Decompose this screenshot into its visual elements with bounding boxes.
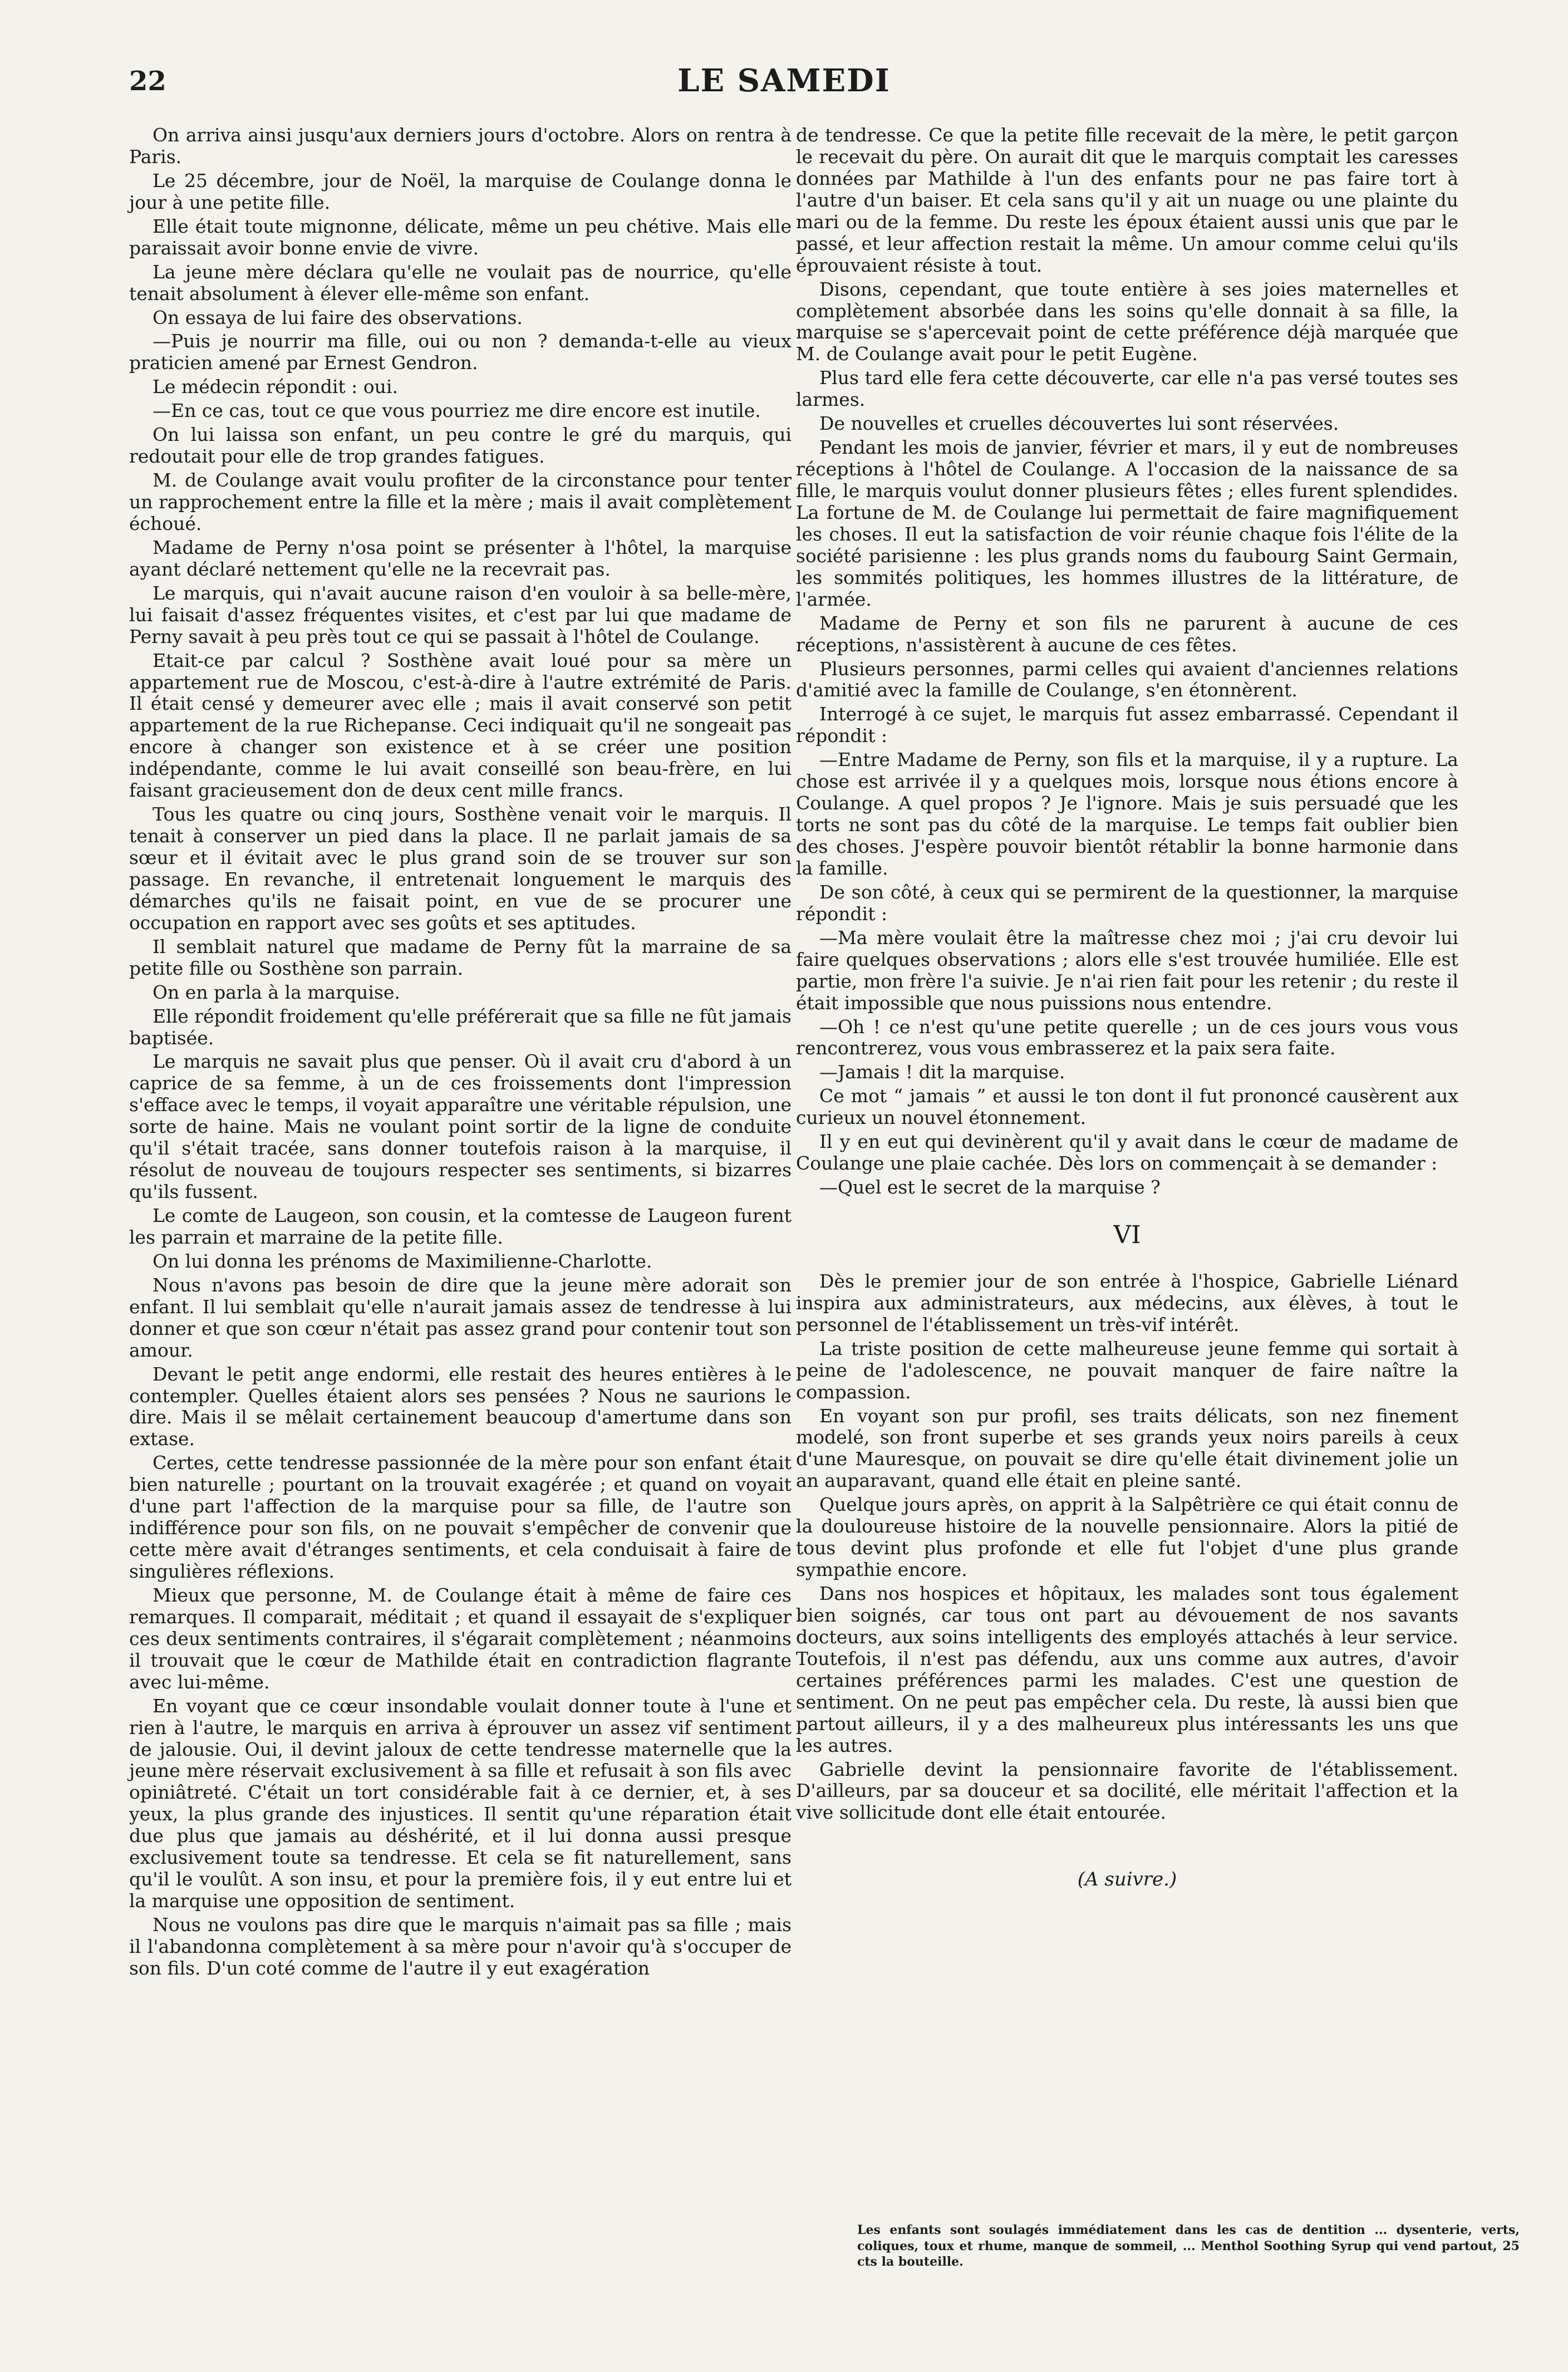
- paragraph: Dans nos hospices et hôpitaux, les malades sont tous également bien soignés, car tous ont part au dévouement de nos savants docteurs, aux soins intelligents des employés attachés à leur service. Toutefois, il n'est pas défendu, aux uns comme aux autres, d'avoir certaines préférences parmi les malades. C'est une question de sentiment. On ne peut pas empêcher cela. Du reste, là aussi bien que partout ailleurs, il y a des malheureux plus intéressants les uns que les autres.: [796, 1583, 1458, 1756]
- paragraph: La jeune mère déclara qu'elle ne voulait pas de nourrice, qu'elle tenait absolument à élever elle-même son enfant.: [129, 261, 792, 305]
- paragraph: Elle répondit froidement qu'elle préférerait que sa fille ne fût jamais baptisée.: [129, 1005, 792, 1049]
- paragraph: Le 25 décembre, jour de Noël, la marquise de Coulange donna le jour à une petite fille.: [129, 169, 792, 213]
- paragraph: On arriva ainsi jusqu'aux derniers jours d'octobre. Alors on rentra à Paris.: [129, 124, 792, 168]
- paragraph: En voyant que ce cœur insondable voulait donner toute à l'une et rien à l'autre, le marquis en arriva à éprouver un assez vif sentiment de jalousie. Oui, il devint jaloux de cette tendresse maternelle que la jeune mère réservait exclusivement à sa fille et refusait à son fils avec opiniâtreté. C'était un tort considérable fait à ce dernier, et, à ses yeux, la plus grande des injustices. Il sentit qu'une réparation était due plus que jamais au déshérité, et il lui donna aussi presque exclusivement toute sa tendresse. Et cela se fit naturellement, sans qu'il le voulût. A son insu, et pour la première fois, il y eut entre lui et la marquise une opposition de sentiment.: [129, 1695, 792, 1912]
- left-column: [129, 125, 792, 1982]
- paragraph: Ce mot “ jamais ” et aussi le ton dont il fut prononcé causèrent aux curieux un nouvel étonnement.: [796, 1085, 1458, 1129]
- paragraph: On en parla à la marquise.: [153, 981, 400, 1003]
- paragraph: —Ma mère voulait être la maîtresse chez moi ; j'ai cru devoir lui faire quelques observations ; alors elle s'est trouvée humiliée. Elle est partie, mon frère l'a suivie. Je n'ai rien fait pour les retenir ; du reste il était impossible que nous puissions nous entendre.: [796, 926, 1458, 1014]
- paragraph: Il semblait naturel que madame de Perny fût la marraine de sa petite fille ou Sosthène son parrain.: [129, 935, 792, 979]
- paragraph: —Puis je nourrir ma fille, oui ou non ? demanda-t-elle au vieux praticien amené par Ernest Gendron.: [129, 330, 792, 374]
- masthead-title: LE SAMEDI: [677, 62, 891, 99]
- paragraph: —En ce cas, tout ce que vous pourriez me dire encore est inutile.: [153, 400, 761, 422]
- right-column: [796, 125, 1458, 1890]
- to-be-continued: (A suivre.): [1077, 1868, 1177, 1891]
- chapter-number: VI: [1113, 1221, 1141, 1249]
- paragraph: Il y en eut qui devinèrent qu'il y avait dans le cœur de madame de Coulange une plaie cachée. Dès lors on commençait à se demander :: [796, 1131, 1458, 1175]
- paragraph: Certes, cette tendresse passionnée de la mère pour son enfant était bien naturelle ; pourtant on la trouvait exagérée ; et quand on voyait d'une part l'affection de la marquise pour sa fille, de l'autre son indifférence pour son fils, on ne pouvait s'empêcher de convenir que cette mère avait d'étranges sentiments, et cela conduisait à faire de singulières réflexions.: [129, 1452, 792, 1582]
- paragraph: Tous les quatre ou cinq jours, Sosthène venait voir le marquis. Il tenait à conserver un pied dans la place. Il ne parlait jamais de sa sœur et il évitait avec le plus grand soin de se trouver sur son passage. En revanche, il entretenait longuement le marquis des démarches qu'ils ne faisait point, en vue de se procurer une occupation en rapport avec ses goûts et ses aptitudes.: [129, 803, 792, 934]
- paragraph: Dès le premier jour de son entrée à l'hospice, Gabrielle Liénard inspira aux administrateurs, aux médecins, aux élèves, à tout le personnel de l'établissement un très-vif intérêt.: [796, 1270, 1458, 1335]
- paragraph: On essaya de lui faire des observations.: [153, 306, 523, 328]
- paragraph: de tendresse. Ce que la petite fille recevait de la mère, le petit garçon le recevait du père. On aurait dit que le marquis comptait les caresses données par Mathilde à l'un des enfants pour ne pas faire tort à l'autre d'un baiser. Et cela sans qu'il y ait un nuage ou une plainte du mari ou de la femme. Du reste les époux étaient aussi unis que par le passé, et leur affection restait la même. Un amour comme celui qu'ils éprouvaient résiste à tout.: [796, 124, 1458, 276]
- page-number: 22: [129, 66, 166, 97]
- paragraph: Pendant les mois de janvier, février et mars, il y eut de nombreuses réceptions à l'hôtel de Coulange. A l'occasion de la naissance de sa fille, le marquis voulut donner plusieurs fêtes ; elles furent splendides. La fortune de M. de Coulange lui permettait de faire magnifiquement les choses. Il eut la satisfaction de voir réunie chaque fois l'élite de la société parisienne : les plus grands noms du faubourg Saint Germain, les sommités politiques, les hommes illustres de la littérature, de l'armée.: [796, 436, 1458, 610]
- paragraph: Le marquis ne savait plus que penser. Où il avait cru d'abord à un caprice de sa femme, à un de ces froissements dont l'impression s'efface avec le temps, il voyait apparaître une véritable répulsion, une sorte de haine. Mais ne voulant point sortir de la ligne de conduite qu'il s'était tracée, sans donner toutefois raison à la marquise, il résolut de nouveau de toujours respecter ses sentiments, si bizarres qu'ils fussent.: [129, 1050, 792, 1203]
- paragraph: On lui donna les prénoms de Maximilienne-Charlotte.: [153, 1250, 652, 1272]
- paragraph: Elle était toute mignonne, délicate, même un peu chétive. Mais elle paraissait avoir bonne envie de vivre.: [129, 215, 792, 259]
- paragraph: La triste position de cette malheureuse jeune femme qui sortait à peine de l'adolescence, ne pouvait manquer de faire naître la compassion.: [796, 1337, 1458, 1403]
- paragraph: Gabrielle devint la pensionnaire favorite de l'établissement. D'ailleurs, par sa douceur et sa docilité, elle méritait l'affection et la vive sollicitude dont elle était entourée.: [796, 1758, 1458, 1824]
- paragraph: M. de Coulange avait voulu profiter de la circonstance pour tenter un rapprochement entre la fille et la mère ; mais il avait complètement échoué.: [129, 469, 792, 534]
- paragraph: Madame de Perny et son fils ne parurent à aucune de ces réceptions, n'assistèrent à aucune de ces fêtes.: [796, 612, 1458, 656]
- paragraph: Etait-ce par calcul ? Sosthène avait loué pour sa mère un appartement rue de Moscou, c'est-à-dire à l'autre extrémité de Paris. Il était censé y demeurer avec elle ; mais il avait conservé son petit appartement de la rue Richepanse. Ceci indiquait qu'il ne songeait pas encore à changer son existence et à se créer une position indépendante, comme le lui avait conseillé son beau-frère, en lui faisant gracieusement don de deux cent mille francs.: [129, 649, 792, 802]
- paragraph: Madame de Perny n'osa point se présenter à l'hôtel, la marquise ayant déclaré nettement qu'elle ne la recevrait pas.: [129, 536, 792, 580]
- paragraph: De son côté, à ceux qui se permirent de la questionner, la marquise répondit :: [796, 881, 1458, 925]
- paragraph: On lui laissa son enfant, un peu contre le gré du marquis, qui redoutait pour elle de trop grandes fatigues.: [129, 424, 792, 468]
- paragraph: Disons, cependant, que toute entière à ses joies maternelles et complètement absorbée dans les soins qu'elle donnait à sa fille, la marquise se s'apercevait point de cette préférence déjà marquée que M. de Coulange avait pour le petit Eugène.: [796, 278, 1458, 365]
- paragraph: —Quel est le secret de la marquise ?: [819, 1176, 1161, 1199]
- paragraph: Interrogé à ce sujet, le marquis fut assez embarrassé. Cependant il répondit :: [796, 703, 1458, 747]
- paragraph: Quelque jours après, on apprit à la Salpêtrière ce qui était connu de la douloureuse histoire de la nouvelle pensionnaire. Alors la pitié de tous devint plus profonde et elle fut l'objet d'une plus grande sympathie encore.: [796, 1494, 1458, 1581]
- paragraph: En voyant son pur profil, ses traits délicats, son nez finement modelé, son front superbe et ses grands yeux noirs pareils à ceux d'une Mauresque, on pouvait se dire qu'elle était divinement jolie un an auparavant, quand elle était en pleine santé.: [796, 1404, 1458, 1492]
- paragraph: Mieux que personne, M. de Coulange était à même de faire ces remarques. Il comparait, méditait ; et quand il essayait de s'expliquer ces deux sentiments contraires, il s'égarait complètement ; néanmoins il trouvait que le cœur de Mathilde était en contradiction flagrante avec lui-même.: [129, 1584, 792, 1693]
- paragraph: Le marquis, qui n'avait aucune raison d'en vouloir à sa belle-mère, lui faisait d'assez fréquentes visites, et c'est par lui que madame de Perny savait à peu près tout ce qui se passait à l'hôtel de Coulange.: [129, 582, 792, 647]
- paragraph: Devant le petit ange endormi, elle restait des heures entières à le contempler. Quelles étaient alors ses pensées ? Nous ne saurions le dire. Mais il se mêlait certainement beaucoup d'amertume dans son extase.: [129, 1363, 792, 1450]
- paragraph: Le médecin répondit : oui.: [153, 376, 398, 398]
- paragraph: Plusieurs personnes, parmi celles qui avaient d'anciennes relations d'amitié avec la famille de Coulange, s'en étonnèrent.: [796, 657, 1458, 701]
- paragraph: —Jamais ! dit la marquise.: [819, 1061, 1065, 1083]
- advertisement: Les enfants sont soulagés immédiatement dans les cas de dentition ... dysenterie, verts, coliques, toux et rhume, manque de sommeil, ... Menthol Soothing Syrup qui vend partout, 25 cts la bouteille.: [857, 2223, 1520, 2270]
- paragraph: Nous n'avons pas besoin de dire que la jeune mère adorait son enfant. Il lui semblait qu'elle n'aurait jamais assez de tendresse à lui donner et que son cœur n'était pas assez grand pour contenir tout son amour.: [129, 1274, 792, 1361]
- paragraph: Nous ne voulons pas dire que le marquis n'aimait pas sa fille ; mais il l'abandonna complètement à sa mère pour n'avoir qu'à s'occuper de son fils. D'un coté comme de l'autre il y eut exagération: [129, 1914, 792, 1979]
- paragraph: —Entre Madame de Perny, son fils et la marquise, il y a rupture. La chose est arrivée il y a quelques mois, lorsque nous étions encore à Coulange. A quel propos ? Je l'ignore. Mais je suis persuadé que les torts ne sont pas du côté de la marquise. Le temps fait oublier bien des choses. J'espère pouvoir bientôt rétablir la bonne harmonie dans la famille.: [796, 749, 1458, 879]
- paragraph: Le comte de Laugeon, son cousin, et la comtesse de Laugeon furent les parrain et marraine de la petite fille.: [129, 1205, 792, 1248]
- paragraph: —Oh ! ce n'est qu'une petite querelle ; un de ces jours vous vous rencontrerez, vous vous embrasserez et la paix sera faite.: [796, 1015, 1458, 1059]
- paragraph: Plus tard elle fera cette découverte, car elle n'a pas versé toutes ses larmes.: [796, 367, 1458, 411]
- paragraph: De nouvelles et cruelles découvertes lui sont réservées.: [819, 412, 1339, 435]
